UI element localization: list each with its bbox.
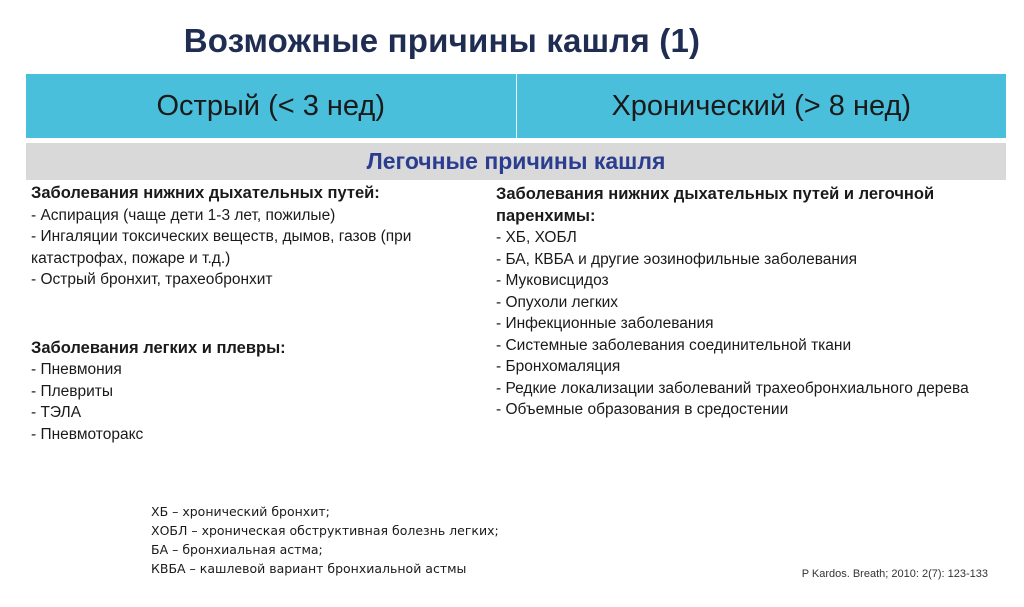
list-item: - Пневмоторакс <box>31 425 144 443</box>
right-column <box>496 183 996 421</box>
left-group1-title: Заболевания нижних дыхательных путей: <box>31 184 380 202</box>
abbreviation-line: ХБ – хронический бронхит; <box>151 504 330 519</box>
list-item: - Бронхомаляция <box>496 358 621 375</box>
header-acute: Острый (< 3 нед) <box>156 89 385 122</box>
left-column <box>31 183 476 445</box>
right-group1-title: Заболевания нижних дыхательных путей и легочной паренхимы: <box>496 185 935 225</box>
list-item: - Редкие локализации заболеваний трахеобронхиального дерева <box>496 379 969 397</box>
list-item: - Плевриты <box>31 382 114 400</box>
section-header: Легочные причины кашля <box>26 143 1006 180</box>
abbreviations <box>151 502 499 578</box>
list-item: - Опухоли легких <box>496 293 619 311</box>
list-item: - Ингаляции токсических веществ, дымов, газов (при катастрофах, пожаре и т.д.) <box>31 228 412 267</box>
source-citation: P Kardos. Breath; 2010: 2(7): 123-133 <box>801 568 988 580</box>
list-item: - Системные заболевания соединительной ткани <box>496 336 852 354</box>
list-item: - Аспирация (чаще дети 1-3 лет, пожилые) <box>31 206 336 224</box>
abbreviation-line: КВБА – кашлевой вариант бронхиальной астмы <box>151 561 467 576</box>
list-item: - Муковисцидоз <box>496 272 609 289</box>
list-item: - Пневмония <box>31 361 122 378</box>
list-item: - ТЭЛА <box>31 404 82 421</box>
list-item: - Острый бронхит, трахеобронхит <box>31 271 273 288</box>
slide-title: Возможные причины кашля (1) <box>183 22 701 59</box>
spacer <box>31 291 476 338</box>
list-item: - БА, КВБА и другие эозинофильные заболевания <box>496 250 858 268</box>
header-chronic: Хронический (> 8 нед) <box>516 74 1007 138</box>
table-header-row <box>26 74 1006 138</box>
abbreviation-line: БА – бронхиальная астма; <box>151 542 323 557</box>
abbreviation-line: ХОБЛ – хроническая обструктивная болезнь легких; <box>151 523 499 538</box>
list-item: - Объемные образования в средостении <box>496 401 789 418</box>
list-item: - Инфекционные заболевания <box>496 315 714 332</box>
left-group2-title: Заболевания легких и плевры: <box>31 338 286 357</box>
list-item: - ХБ, ХОБЛ <box>496 229 577 246</box>
